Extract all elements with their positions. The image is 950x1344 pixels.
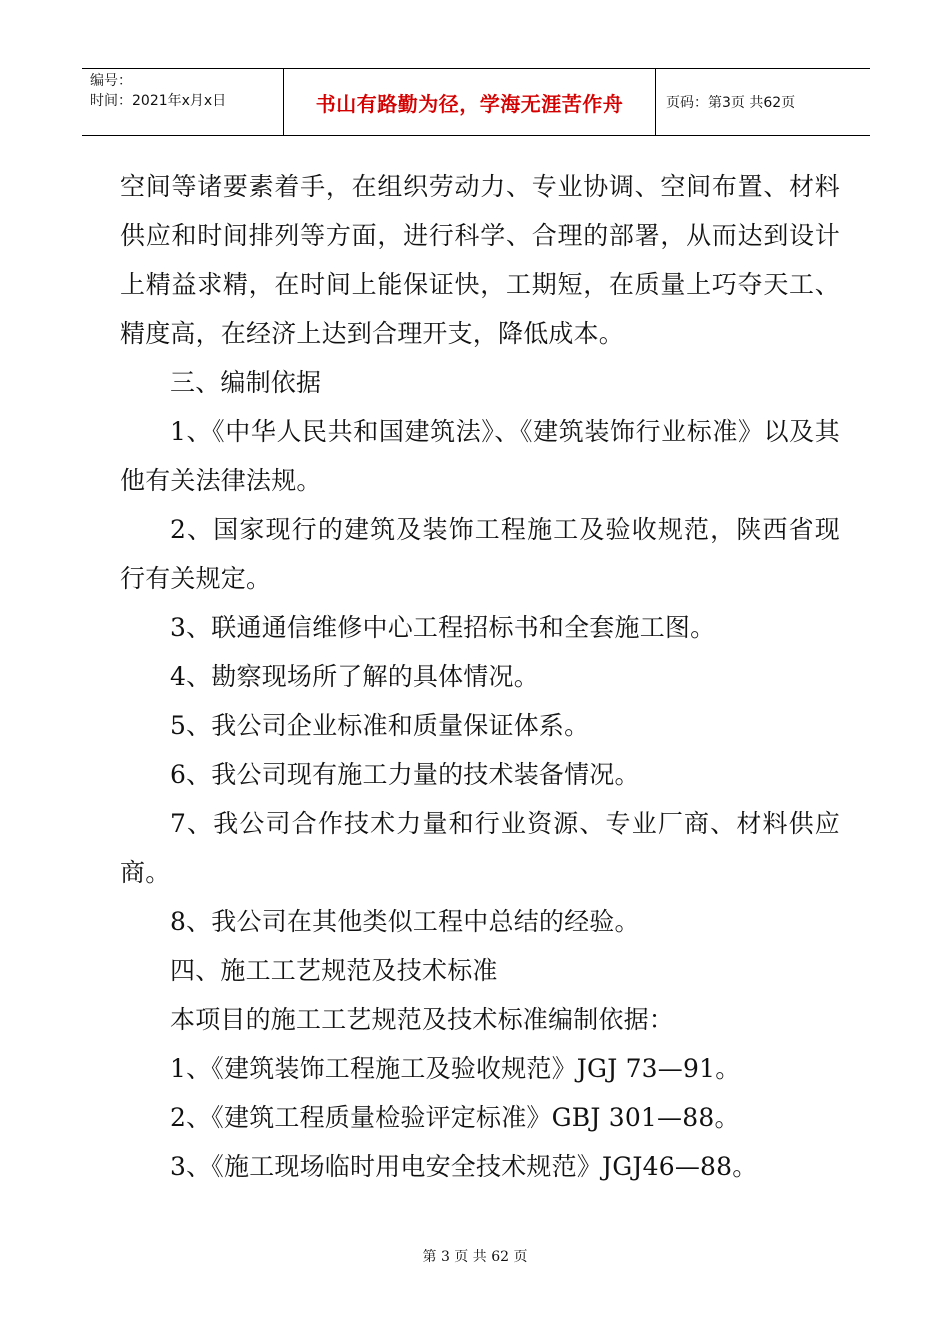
list-item: 2、国家现行的建筑及装饰工程施工及验收规范，陕西省现行有关规定。 (120, 515, 840, 593)
list-item: 3、联通通信维修中心工程招标书和全套施工图。 (170, 613, 716, 642)
page-header (82, 68, 870, 136)
header-motto: 书山有路勤为径，学海无涯苦作舟 (284, 69, 656, 135)
page-footer: 第 3 页 共 62 页 (422, 1249, 528, 1265)
list-item: 7、我公司合作技术力量和行业资源、专业厂商、材料供应商。 (120, 809, 840, 887)
list-item: 1、《建筑装饰工程施工及验收规范》JGJ 73—91。 (170, 1054, 741, 1083)
list-item: 6、我公司现有施工力量的技术装备情况。 (170, 760, 640, 789)
document-body (120, 162, 840, 1191)
list-item: 8、我公司在其他类似工程中总结的经验。 (170, 907, 640, 936)
document-time-label: 时间：2021年x月x日 (90, 93, 227, 109)
list-item: 2、《建筑工程质量检验评定标准》GBJ 301—88。 (170, 1103, 740, 1132)
list-item: 3、《施工现场临时用电安全技术规范》JGJ46—88。 (170, 1152, 758, 1181)
section-heading: 三、编制依据 (170, 368, 322, 397)
header-page-info: 页码：第3页 共62页 (666, 95, 796, 111)
list-item: 1、《中华人民共和国建筑法》、《建筑装饰行业标准》以及其他有关法律法规。 (120, 417, 840, 495)
list-item: 5、我公司企业标准和质量保证体系。 (170, 711, 590, 740)
paragraph: 空间等诸要素着手，在组织劳动力、专业协调、空间布置、材料供应和时间排列等方面，进行科学、合理的部署，从而达到设计上精益求精，在时间上能保证快，工期短，在质量上巧夺天工、精度高，在经济上达到合理开支，降低成本。 (120, 172, 840, 348)
section-heading: 四、施工工艺规范及技术标准 (170, 956, 498, 985)
header-meta (82, 69, 284, 135)
paragraph: 本项目的施工工艺规范及技术标准编制依据： (170, 1005, 675, 1034)
list-item: 4、勘察现场所了解的具体情况。 (170, 662, 539, 691)
document-number-label: 编号： (90, 73, 132, 89)
